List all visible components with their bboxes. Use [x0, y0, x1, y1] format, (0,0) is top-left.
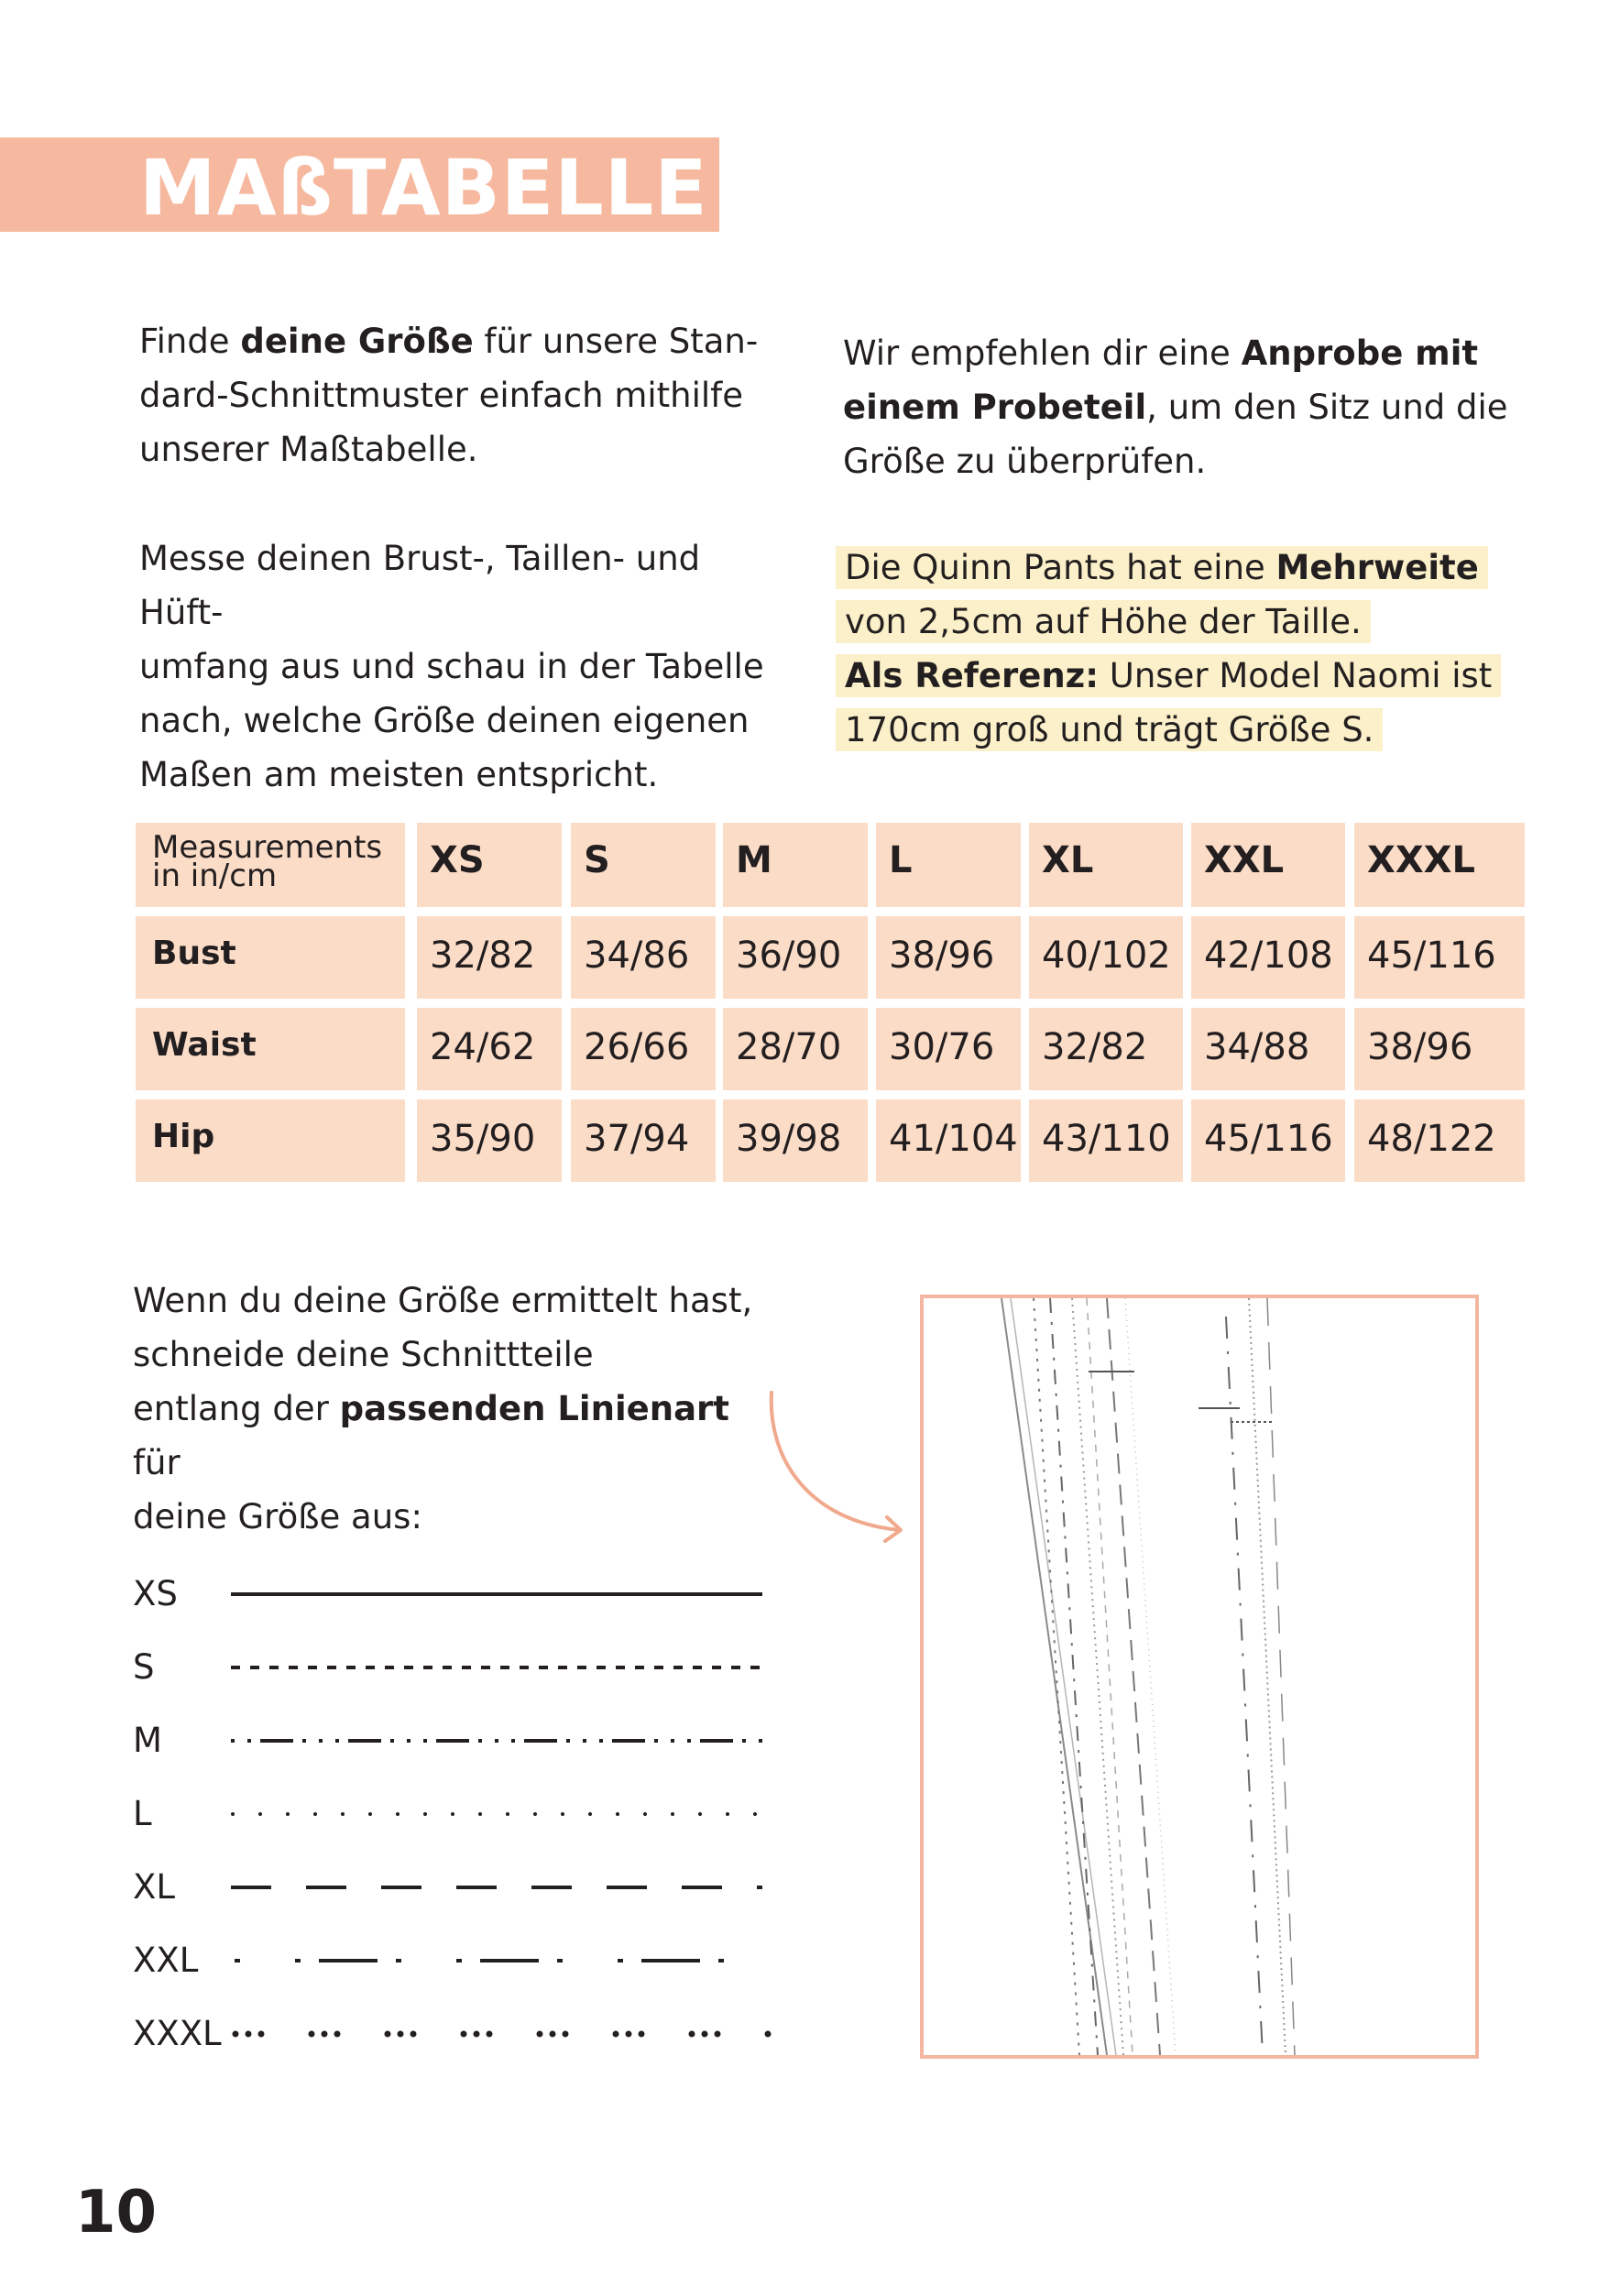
table-cell: 28/70 [723, 1008, 868, 1090]
bold-text: Als Referenz: [845, 656, 1100, 695]
text-line: dard-Schnittmuster einfach mithilfe [139, 376, 743, 415]
table-cell: 45/116 [1354, 916, 1525, 999]
table-cell: 32/82 [417, 916, 562, 999]
text-line: umfang aus und schau in der Tabelle [139, 647, 764, 686]
text: Die Quinn Pants hat eine [845, 548, 1276, 587]
table-cell: 36/90 [723, 916, 868, 999]
size-header: M [723, 823, 868, 907]
line-long-dash [231, 1869, 772, 1906]
text-line: nach, welche Größe deinen eigenen [139, 701, 750, 740]
text: Wir empfehlen dir eine [843, 333, 1242, 373]
table-cell: 43/110 [1029, 1099, 1183, 1182]
table-cell: 38/96 [1354, 1008, 1525, 1090]
highlighted-line: 170cm groß und trägt Größe S. [836, 708, 1383, 751]
pattern-example-frame [920, 1295, 1479, 2059]
text: Finde [139, 322, 241, 361]
intro-paragraph-fitting [843, 326, 1539, 488]
bold-text: einem Probeteil [843, 388, 1147, 427]
pattern-lines-image [924, 1298, 1475, 2055]
cutting-instructions [133, 1274, 774, 1544]
intro-paragraph-measure [139, 531, 781, 802]
text: für unsere Stan- [473, 322, 759, 361]
size-header: XXL [1191, 823, 1345, 907]
line-solid [231, 1576, 772, 1613]
text-line: Wenn du deine Größe ermittelt hast, [133, 1281, 753, 1320]
table-corner-label: Measurements in in/cm [136, 823, 405, 907]
bold-text: passenden Linienart [339, 1389, 729, 1428]
table-cell: 41/104 [876, 1099, 1021, 1182]
page-title: MAßTABELLE [139, 143, 708, 233]
legend-label-xs: XS [133, 1574, 178, 1613]
table-cell: 42/108 [1191, 916, 1345, 999]
bold-text: Anprobe mit [1241, 333, 1479, 373]
legend-label-m: M [133, 1721, 162, 1760]
size-header: L [876, 823, 1021, 907]
text-line: deine Größe aus: [133, 1497, 422, 1536]
text-line: Messe deinen Brust-, Taillen- und Hüft- [139, 539, 701, 632]
line-dash-dot-dot [231, 1942, 772, 1979]
text-line: schneide deine Schnittteile [133, 1335, 594, 1374]
table-cell: 39/98 [723, 1099, 868, 1182]
intro-paragraph-size [139, 314, 781, 476]
table-cell: 26/66 [571, 1008, 716, 1090]
table-cell: 30/76 [876, 1008, 1021, 1090]
row-label-hip: Hip [136, 1099, 405, 1182]
line-dashed [231, 1649, 772, 1686]
size-header: XS [417, 823, 562, 907]
legend-label-xxl: XXL [133, 1941, 199, 1980]
table-cell: 37/94 [571, 1099, 716, 1182]
legend-label-xxxl: XXXL [133, 2014, 222, 2053]
text: entlang der [133, 1389, 340, 1428]
size-header: XXXL [1354, 823, 1525, 907]
bold-text: Mehrweite [1275, 548, 1479, 587]
table-cell: 35/90 [417, 1099, 562, 1182]
page-number: 10 [75, 2179, 158, 2247]
text-line: Größe zu überprüfen. [843, 442, 1207, 481]
text: , um den Sitz und die [1146, 388, 1508, 427]
legend-label-s: S [133, 1647, 155, 1687]
highlighted-line: von 2,5cm auf Höhe der Taille. [836, 600, 1371, 643]
curved-arrow-icon [751, 1383, 916, 1548]
table-cell: 34/86 [571, 916, 716, 999]
legend-label-xl: XL [133, 1867, 175, 1907]
text-line: Maßen am meisten entspricht. [139, 755, 659, 794]
size-header: S [571, 823, 716, 907]
row-label-bust: Bust [136, 916, 405, 999]
text: Unser Model Naomi ist [1099, 656, 1493, 695]
table-cell: 38/96 [876, 916, 1021, 999]
size-header: XL [1029, 823, 1183, 907]
line-dotted [231, 1796, 772, 1832]
line-dot-dash [231, 1722, 772, 1759]
table-cell: 24/62 [417, 1008, 562, 1090]
table-cell: 48/122 [1354, 1099, 1525, 1182]
table-cell: 32/82 [1029, 1008, 1183, 1090]
legend-label-l: L [133, 1794, 152, 1833]
bold-text: deine Größe [240, 322, 474, 361]
line-triple-dot [231, 2016, 772, 2052]
intro-paragraph-reference [836, 541, 1532, 757]
table-cell: 40/102 [1029, 916, 1183, 999]
table-cell: 34/88 [1191, 1008, 1345, 1090]
row-label-waist: Waist [136, 1008, 405, 1090]
table-cell: 45/116 [1191, 1099, 1345, 1182]
text: für [133, 1443, 181, 1482]
text-line: unserer Maßtabelle. [139, 430, 478, 469]
